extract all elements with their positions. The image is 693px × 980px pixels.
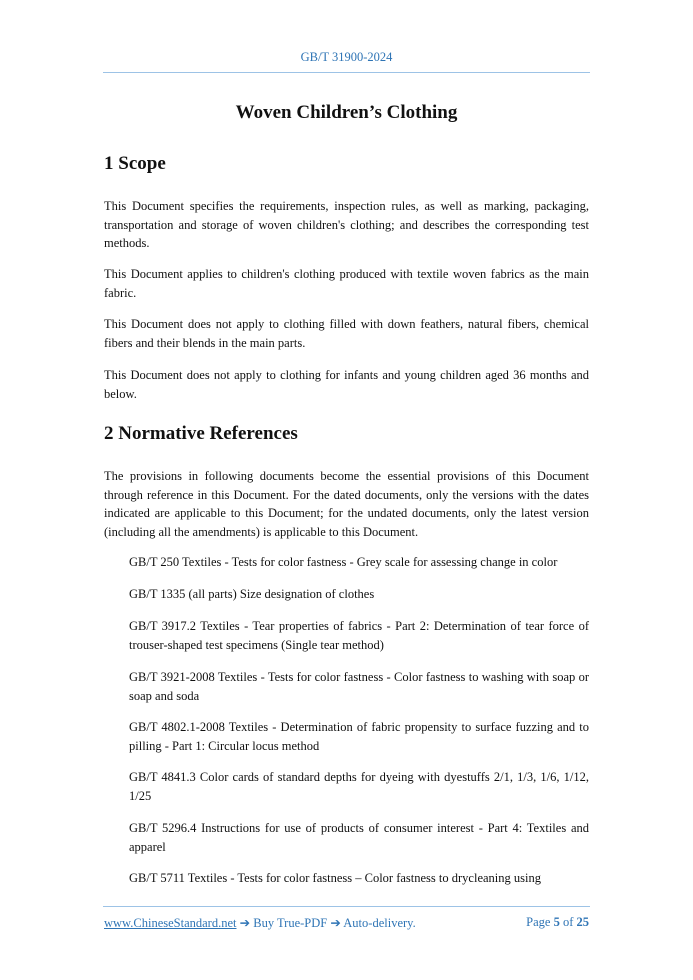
page-number: 5 [553,915,560,929]
document-code-header: GB/T 31900-2024 [300,50,393,64]
arrow-icon: ➔ [330,916,341,930]
buy-pdf-link[interactable]: Buy True-PDF [253,916,328,930]
reference-item: GB/T 4841.3 Color cards of standard depths for dyeing with dyestuffs 2/1, 1/3, 1/6, 1/12, 1/25 [129,770,589,803]
reference-item: GB/T 1335 (all parts) Size designation of clothes [129,587,375,601]
of-label: of [562,915,574,929]
footer-promo [104,915,416,931]
page-label: Page [526,915,551,929]
scope-paragraph-3: This Document does not apply to clothing filled with down feathers, natural fibers, chemical fibers and their blends in the main parts. [104,317,589,350]
reference-item: GB/T 4802.1-2008 Textiles - Determination of fabric propensity to surface fuzzing and to pilling - Part 1: Circular locus method [129,720,589,753]
reference-item: GB/T 5711 Textiles - Tests for color fastness – Color fastness to drycleaning using [129,871,541,885]
auto-delivery-text: Auto-delivery. [343,916,416,930]
reference-item: GB/T 5296.4 Instructions for use of products of consumer interest - Part 4: Textiles and apparel [129,821,589,854]
section-heading-normative-references: 2 Normative References [104,423,298,444]
scope-paragraph-1: This Document specifies the requirements, inspection rules, as well as marking, packaging, transportation and storage of woven children's clothing; and describes the corresponding test methods. [104,199,589,250]
header-divider [103,72,590,73]
reference-item: GB/T 3921-2008 Textiles - Tests for color fastness - Color fastness to washing with soap or soap and soda [129,670,589,703]
document-title: Woven Children’s Clothing [235,102,458,123]
references-intro: The provisions in following documents become the essential provisions of this Document through reference in this Document. For the dated documents, only the versions with the dates indicated are applicable to this Document; for the undated documents, only the latest version (including all the amendments) is applicable to this Document. [104,469,589,539]
page-total: 25 [576,915,589,929]
footer-divider [103,906,590,907]
reference-item: GB/T 250 Textiles - Tests for color fastness - Grey scale for assessing change in color [129,555,558,569]
page-indicator [526,915,589,930]
arrow-icon: ➔ [239,916,251,930]
scope-paragraph-2: This Document applies to children's clothing produced with textile woven fabrics as the main fabric. [104,267,589,300]
reference-item: GB/T 3917.2 Textiles - Tear properties of fabrics - Part 2: Determination of tear force of trouser-shaped test specimens (Single tear method) [129,619,589,652]
site-link[interactable]: www.ChineseStandard.net [104,916,237,930]
scope-paragraph-4: This Document does not apply to clothing for infants and young children aged 36 months and below. [104,368,589,401]
section-heading-scope: 1 Scope [104,153,166,174]
